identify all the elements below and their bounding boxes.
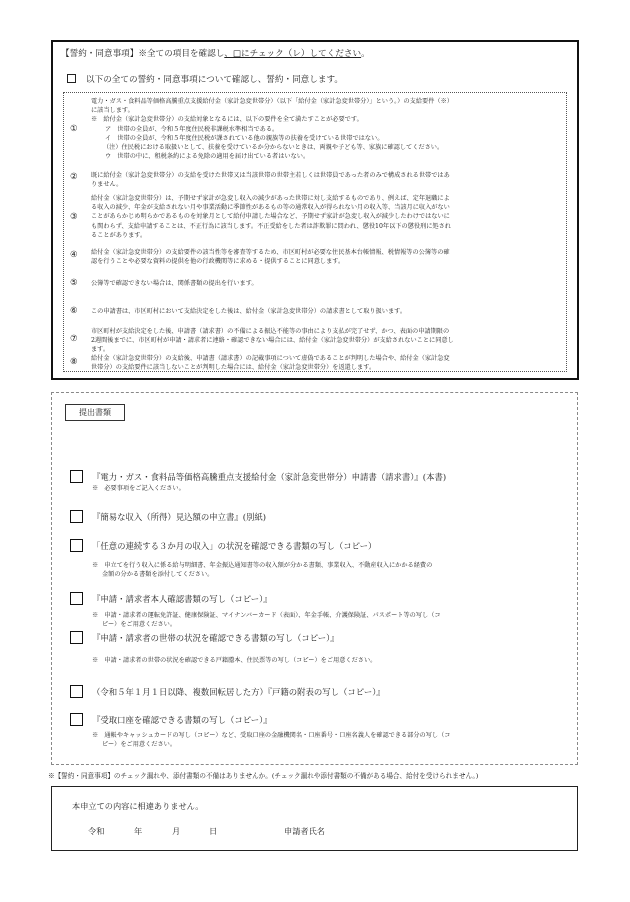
document-title: 『電力・ガス・食料品等価格高騰重点支援給付金（家計急変世帯分）申請書（請求書）』(本書): [92, 472, 447, 482]
pledge-item-text: 給付金（家計急変世帯分）の支給要件の該当性等を審査等するため、市区町村が必要な住民基本台帳情報、税情報等の公簿等の確 認を行うことや必要な資料の提供を他の行政機関等に求める・提供することに同意します。: [91, 249, 450, 266]
document-checkbox[interactable]: [70, 592, 83, 605]
document-title: 『申請・請求者本人確認書類の写し（コピー）』: [92, 594, 272, 604]
date-day-label: 日: [209, 826, 218, 836]
pledge-item-number: ③: [70, 212, 78, 222]
pledge-item-text: 市区町村が支給決定をした後、申請書（請求書）の不備による振込不能等の事由により支払が完了せず、かつ、表面の申請期限の 2週間後までに、市区町村が申請・請求者に連絡・確認できない場合には、給付金（家計急変世帯分）が支給されないことに同意し ます。: [91, 328, 454, 354]
applicant-name-label: 申請者氏名: [284, 826, 325, 836]
confirmation-section: [51, 786, 578, 851]
pledge-items-list: [63, 92, 567, 372]
document-title: （令和５年１月１日以降、複数回転居した方）『戸籍の附表の写し（コピー）』: [92, 687, 385, 697]
document-checkbox[interactable]: [70, 631, 83, 644]
pledge-item-text: 給付金（家計急変世帯分）の支給後、申請書（請求書）の記載事項について虚偽であることが判明した場合や、給付金（家計急変 世帯分）の支給要件に該当しないことが判明した場合には、給付金（家計急変世帯分）を返還します。: [91, 355, 450, 372]
pledge-item-text: 公簿等で確認できない場合は、関係書類の提出を行います。: [91, 280, 258, 287]
footnote: ※【誓約・同意事項】のチェック漏れや、添付書類の不備はありませんか。(チェック漏れや添付書類の不備がある場合、給付を受けられません。): [48, 772, 479, 780]
pledge-item-text: 既に給付金（家計急変世帯分）の支給を受けた世帯又は当該世帯の世帯主若しくは世帯員であった者のみで構成される世帯ではあ りません。: [91, 172, 450, 189]
pledge-item-number: ②: [70, 172, 78, 182]
date-era: 令和: [88, 826, 105, 836]
document-checkbox[interactable]: [70, 713, 83, 726]
document-title: 『簡易な収入（所得）見込額の申立書』(別紙): [92, 512, 267, 522]
pledge-item-number: ⑧: [70, 357, 78, 367]
pledge-heading-suffix: 。: [361, 49, 370, 59]
pledge-item-number: ⑥: [70, 306, 78, 316]
pledge-heading-text: 【誓約・同意事項】※全ての項目を確認し: [61, 49, 225, 59]
document-note: ※ 申請・請求者の運転免許証、健康保険証、マイナンバーカード（表面）、年金手帳、介護保険証、パスポート等の写し（コ ピー）をご用意ください。: [92, 612, 441, 628]
pledge-item-text: 電力・ガス・食料品等価格高騰重点支援給付金（家計急変世帯分）（以下「給付金（家計急変世帯分）」という。）の支給要件（※） に該当します。 ※ 給付金（家計急変世帯分）の支給対象となるには、以下の要件を全て満たすことが必要です。 ア 世帯の全員が、令和５年度住民税非課税水準相当である。 イ 世帯の全員が、令和５年度住民税が課されている他の親族等の扶養を受けている世帯ではない。 （注）住民税における取扱いとして、扶養を受けているか分からないときは、両親や子ども等、家族に確認してください。 ウ 世帯の中に、租税条約による免除の適用を届け出ている者はいない。: [91, 98, 453, 161]
pledge-item-number: ①: [70, 124, 78, 134]
pledge-item-number: ⑦: [70, 334, 78, 344]
pledge-item-number: ⑤: [70, 278, 78, 288]
pledge-heading-instruction: 、□にチェック（レ）してください: [224, 49, 362, 59]
pledge-item-text: 給付金（家計急変世帯分）は、予期せず家計が急変し収入の減少があった世帯に対し支給するものであり、例えば、定年退職によ る収入の減少、年金が支給されない月や事業活動に季節性があるもの等の通常収入が得られない月の収入等、当該月に収入がない ことがあらかじめ明らかであるものを対象月として給付申請した場合など、予期せず家計が急変し収入が減少したわけではないに も関わらず、支給申請することは、不正行為に該当します。不正受給をした者は詐欺罪に問われ、懲役10年以下の懲役刑に処され ることがあります。: [91, 195, 451, 239]
confirmation-statement: 本申立ての内容に相違ありません。: [72, 801, 204, 811]
pledge-section: [51, 40, 579, 380]
documents-section: [51, 392, 578, 765]
document-checkbox[interactable]: [70, 510, 83, 523]
document-checkbox[interactable]: [70, 539, 83, 552]
pledge-item-number: ④: [70, 250, 78, 260]
pledge-item-text: この申請書は、市区町村において支給決定をした後は、給付金（家計急変世帯分）の請求書として取り扱います。: [91, 308, 407, 315]
pledge-heading: [61, 47, 370, 59]
document-note: ※ 必要事項をご記入ください。: [92, 485, 185, 492]
date-month-label: 月: [172, 826, 181, 836]
document-title: 『申請・請求者の世帯の状況を確認できる書類の写し（コピー）』: [92, 633, 339, 643]
agree-all-row[interactable]: [67, 73, 343, 85]
document-note: ※ 申請・請求者の世帯の状況を確認できる戸籍謄本、住民票等の写し（コピー）をご用意ください。: [92, 657, 377, 664]
agree-all-label: 以下の全ての誓約・同意事項について確認し、誓約・同意します。: [86, 75, 343, 85]
document-checkbox[interactable]: [70, 685, 83, 698]
document-title: 「任意の連続する３か月の収入」の状況を確認できる書類の写し（コピー）: [92, 541, 377, 551]
documents-label: 提出書類: [65, 404, 125, 421]
document-note: ※ 通帳やキャッシュカードの写し（コピー）など、受取口座の金融機関名・口座番号・口座名義人を確認できる部分の写し（コ ピー）をご用意ください。: [92, 732, 451, 748]
document-checkbox[interactable]: [70, 470, 83, 483]
agree-all-checkbox[interactable]: [67, 74, 76, 83]
document-note: ※ 申立てを行う収入に係る給与明細書、年金振込通知書等の収入額が分かる書類、事業収入、不動産収入にかかる経費の 金額の分かる書類を添付してください。: [92, 562, 433, 578]
date-year-label: 年: [134, 826, 143, 836]
document-title: 『受取口座を確認できる書類の写し（コピー）』: [92, 715, 272, 725]
